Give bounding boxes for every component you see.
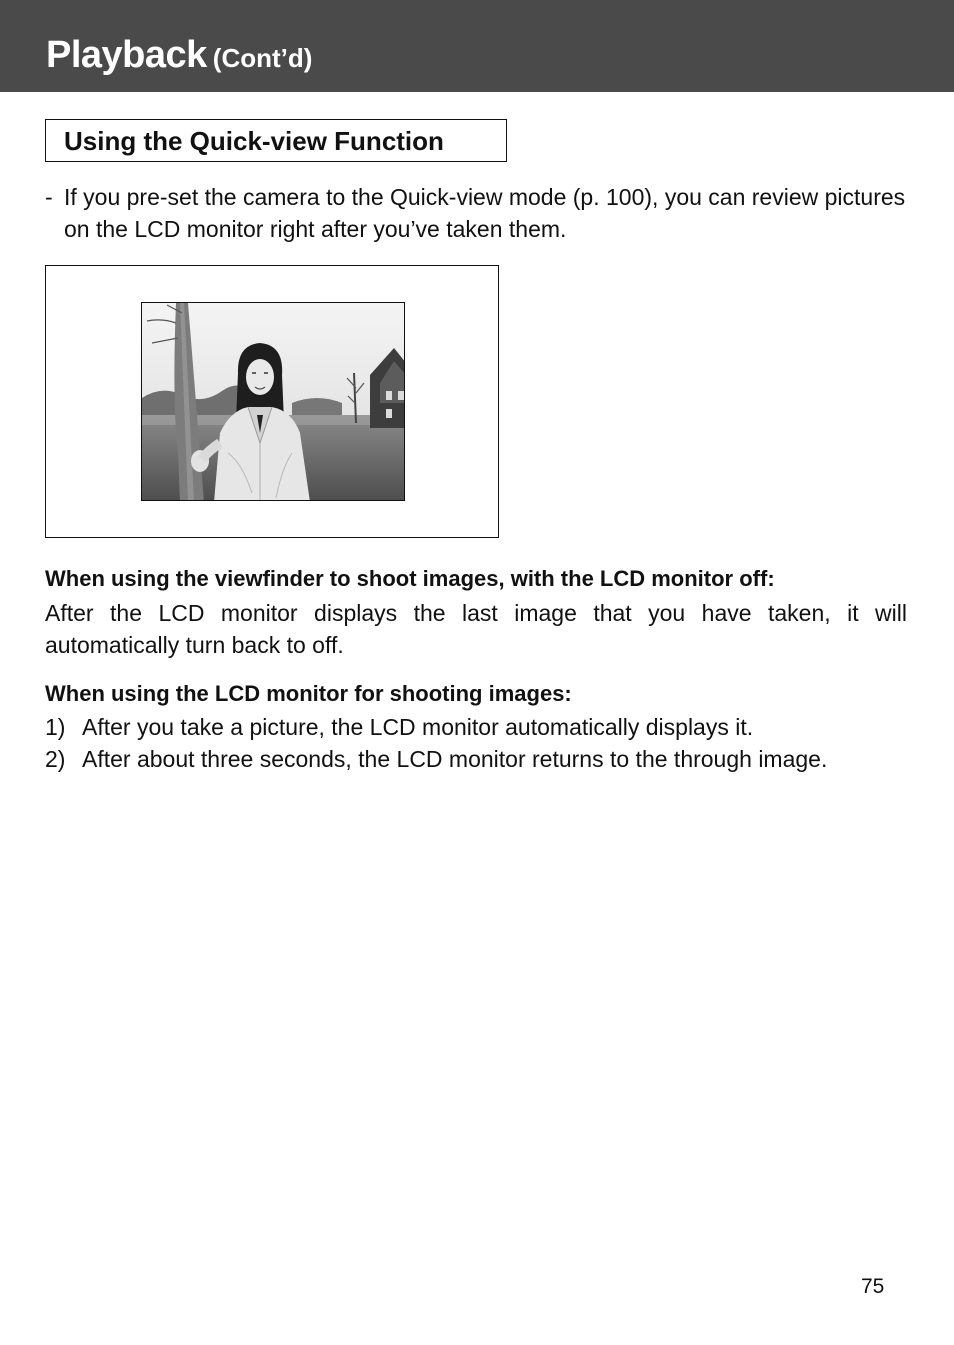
- lcd-steps-list: [45, 711, 915, 775]
- section-title: Using the Quick-view Function: [64, 126, 444, 156]
- lcd-heading: When using the LCD monitor for shooting images:: [45, 681, 572, 706]
- list-item-number: 1): [45, 714, 66, 740]
- intro-paragraph: [45, 181, 910, 245]
- page-title-subtitle: (Cont’d): [212, 43, 313, 73]
- page-number: 75: [861, 1275, 885, 1298]
- list-item: [45, 711, 915, 743]
- list-item-number: 2): [45, 746, 66, 772]
- sample-photo-image: [141, 302, 405, 501]
- page-title-main: Playback: [46, 34, 207, 76]
- viewfinder-text: After the LCD monitor displays the last image that you have taken, it will automatically turn back to off.: [45, 600, 907, 658]
- list-item: [45, 743, 915, 775]
- photo-of-woman-next-to-tree-icon: [142, 303, 405, 501]
- section-title-box: [45, 119, 507, 162]
- list-item-text: After you take a picture, the LCD monitor automatically displays it.: [82, 714, 754, 740]
- header-bar: [0, 0, 954, 92]
- intro-bullet: -: [45, 184, 53, 210]
- intro-text: If you pre-set the camera to the Quick-view mode (p. 100), you can review pictures on the LCD monitor right after you’ve taken them.: [64, 184, 906, 242]
- page-title: [46, 34, 312, 77]
- viewfinder-heading: When using the viewfinder to shoot images, with the LCD monitor off:: [45, 566, 775, 591]
- list-item-text: After about three seconds, the LCD monitor returns to the through image.: [82, 746, 828, 772]
